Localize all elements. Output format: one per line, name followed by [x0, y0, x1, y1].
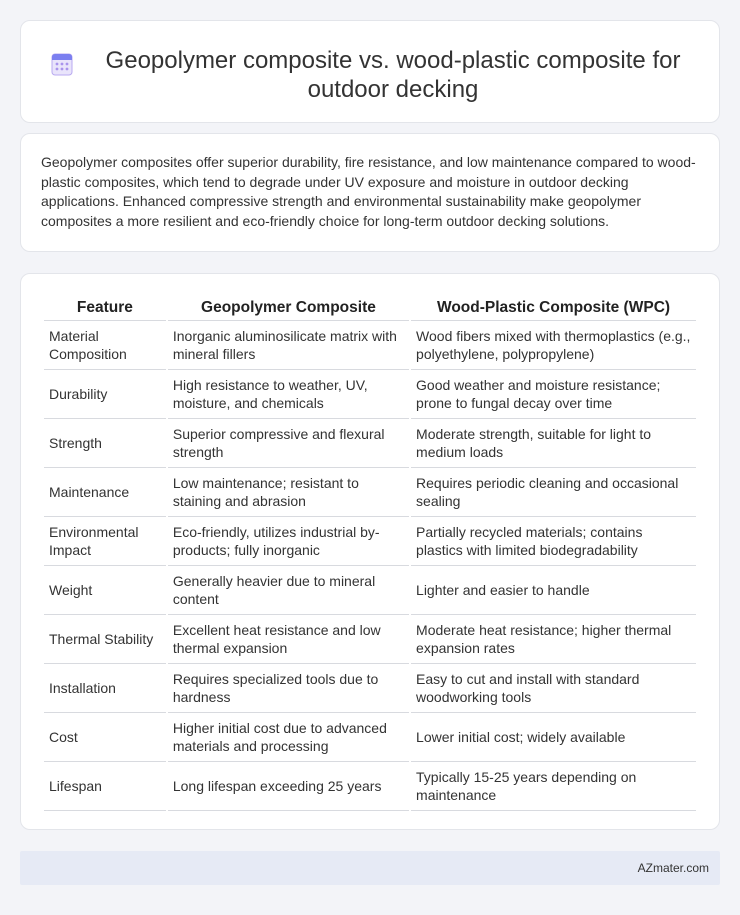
table-row: [44, 566, 696, 615]
row-wpc: Moderate strength, suitable for light to medium loads: [411, 419, 696, 468]
row-geopolymer: High resistance to weather, UV, moisture, and chemicals: [168, 370, 409, 419]
header-feature: Feature: [44, 295, 166, 321]
table-row: [44, 762, 696, 811]
table-row: [44, 713, 696, 762]
row-geopolymer: Inorganic aluminosilicate matrix with mineral fillers: [168, 321, 409, 370]
row-feature: Maintenance: [44, 468, 166, 517]
row-geopolymer: Long lifespan exceeding 25 years: [168, 762, 409, 811]
row-feature: Durability: [44, 370, 166, 419]
title-card: [20, 20, 720, 123]
row-feature: Environmental Impact: [44, 517, 166, 566]
footer-bar: [20, 851, 720, 885]
row-wpc: Requires periodic cleaning and occasional sealing: [411, 468, 696, 517]
row-geopolymer: Requires specialized tools due to hardness: [168, 664, 409, 713]
row-wpc: Easy to cut and install with standard woodworking tools: [411, 664, 696, 713]
row-wpc: Lighter and easier to handle: [411, 566, 696, 615]
row-geopolymer: Eco-friendly, utilizes industrial by-products; fully inorganic: [168, 517, 409, 566]
table-row: [44, 468, 696, 517]
row-geopolymer: Generally heavier due to mineral content: [168, 566, 409, 615]
row-feature: Installation: [44, 664, 166, 713]
row-wpc: Wood fibers mixed with thermoplastics (e.g., polyethylene, polypropylene): [411, 321, 696, 370]
row-wpc: Good weather and moisture resistance; prone to fungal decay over time: [411, 370, 696, 419]
table-row: [44, 664, 696, 713]
header-geopolymer: Geopolymer Composite: [168, 295, 409, 321]
row-feature: Cost: [44, 713, 166, 762]
row-feature: Weight: [44, 566, 166, 615]
page-title: Geopolymer composite vs. wood-plastic composite for outdoor decking: [105, 47, 681, 103]
row-wpc: Moderate heat resistance; higher thermal expansion rates: [411, 615, 696, 664]
table-row: [44, 517, 696, 566]
row-feature: Material Composition: [44, 321, 166, 370]
header-wpc: Wood-Plastic Composite (WPC): [411, 295, 696, 321]
table-row: [44, 615, 696, 664]
table-row: [44, 321, 696, 370]
comparison-table: [42, 295, 698, 811]
document-icon: [51, 52, 73, 76]
row-geopolymer: Low maintenance; resistant to staining and abrasion: [168, 468, 409, 517]
row-geopolymer: Higher initial cost due to advanced materials and processing: [168, 713, 409, 762]
summary-card: [20, 133, 720, 252]
comparison-table-card: [20, 273, 720, 830]
table-row: [44, 419, 696, 468]
table-row: [44, 370, 696, 419]
footer-site-link[interactable]: AZmater.com: [637, 861, 709, 875]
row-geopolymer: Excellent heat resistance and low thermal expansion: [168, 615, 409, 664]
row-feature: Strength: [44, 419, 166, 468]
row-geopolymer: Superior compressive and flexural strength: [168, 419, 409, 468]
row-wpc: Partially recycled materials; contains plastics with limited biodegradability: [411, 517, 696, 566]
row-feature: Thermal Stability: [44, 615, 166, 664]
row-wpc: Lower initial cost; widely available: [411, 713, 696, 762]
row-feature: Lifespan: [44, 762, 166, 811]
summary-text: Geopolymer composites offer superior durability, fire resistance, and low maintenance compared to wood-plastic composites, which tend to degrade under UV exposure and moisture in outdoor decking applications. Enhanced compressive strength and environmental sustainability make geopolymer composites a more resilient and eco-friendly choice for long-term outdoor decking solutions.: [41, 154, 696, 229]
table-header-row: [44, 295, 696, 321]
row-wpc: Typically 15-25 years depending on maintenance: [411, 762, 696, 811]
